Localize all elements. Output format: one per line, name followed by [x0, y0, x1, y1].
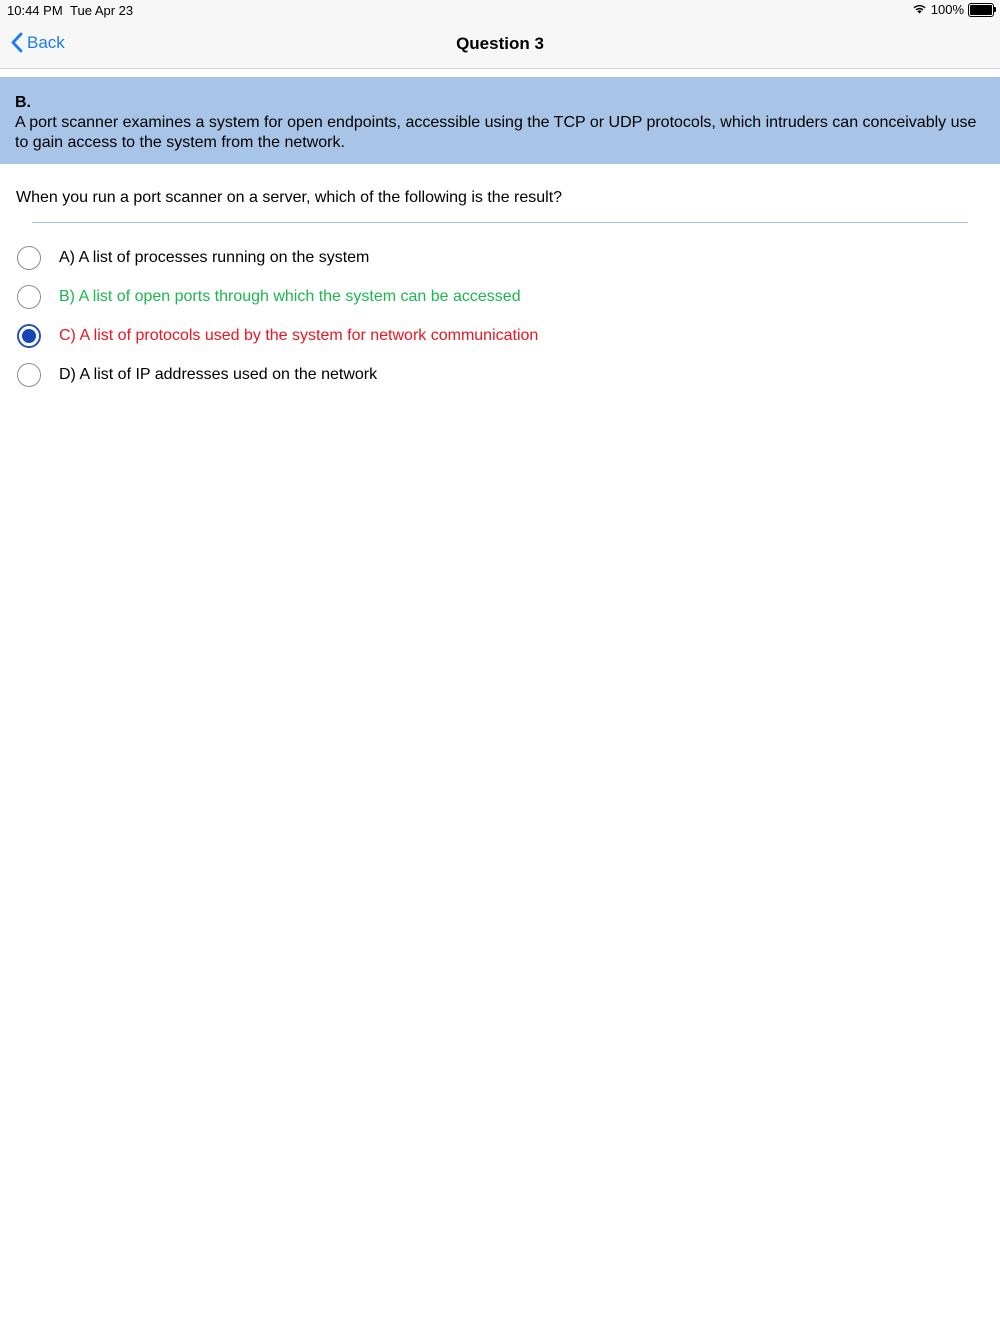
option-d[interactable] — [17, 361, 377, 389]
status-bar — [0, 0, 1000, 22]
wifi-icon — [912, 2, 927, 17]
battery-percent: 100% — [930, 2, 964, 17]
radio-button[interactable] — [17, 246, 41, 270]
radio-button[interactable] — [17, 363, 41, 387]
radio-button-selected[interactable] — [17, 324, 41, 348]
divider — [32, 222, 968, 223]
question-text: When you run a port scanner on a server, which of the following is the result? — [16, 189, 563, 206]
answer-explanation: A port scanner examines a system for open endpoints, accessible using the TCP or UDP protocols, which intruders can conceivably use to gain access to the system from the network. — [15, 114, 977, 151]
option-label-correct: B) A list of open ports through which the system can be accessed — [59, 288, 521, 305]
battery-icon — [968, 3, 994, 17]
status-date: Tue Apr 23 — [70, 3, 134, 18]
option-a[interactable] — [17, 244, 369, 272]
status-time: 10:44 PM — [7, 3, 63, 18]
radio-button[interactable] — [17, 285, 41, 309]
option-c[interactable] — [17, 322, 538, 350]
option-label-wrong: C) A list of protocols used by the system for network communication — [59, 327, 539, 344]
option-b[interactable] — [17, 283, 521, 311]
answer-letter: B. — [15, 94, 31, 111]
back-label: Back — [27, 32, 65, 52]
option-label: D) A list of IP addresses used on the network — [59, 366, 378, 383]
status-right — [912, 2, 994, 17]
page-title: Question 3 — [456, 34, 544, 53]
radio-dot — [22, 329, 36, 343]
answer-explanation-box — [0, 77, 1000, 164]
option-label: A) A list of processes running on the system — [59, 249, 370, 266]
navigation-bar — [0, 22, 1000, 69]
